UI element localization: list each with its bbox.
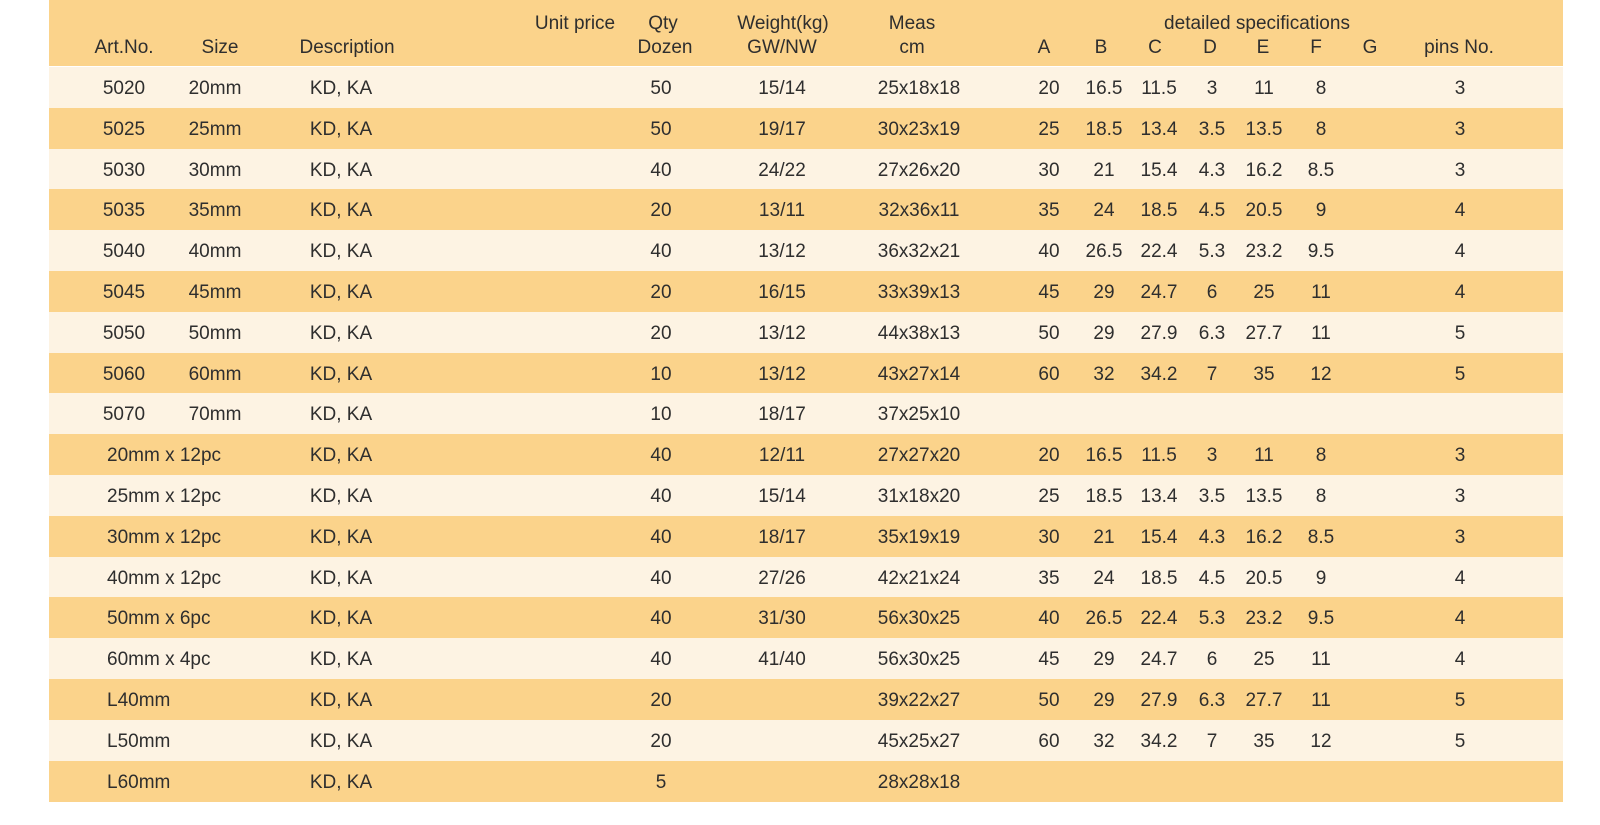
cell-pins: 3 <box>1454 526 1466 548</box>
cell-description: KD, KA <box>309 730 373 752</box>
cell-pins: 4 <box>1454 200 1466 222</box>
cell-qty: 5 <box>655 771 667 793</box>
table-row <box>49 434 1563 475</box>
cell-spec-c: 34.2 <box>1140 730 1178 752</box>
cell-weight: 18/17 <box>758 404 806 426</box>
header-qty-unit: Dozen <box>637 37 693 58</box>
cell-spec-e: 23.2 <box>1245 608 1283 630</box>
cell-art-no: 60mm x 4pc <box>107 649 211 671</box>
cell-size: 30mm <box>188 159 242 181</box>
header-unit-price: Unit price <box>534 13 616 34</box>
cell-qty: 10 <box>650 404 672 426</box>
cell-spec-d: 5.3 <box>1198 241 1226 263</box>
cell-spec-c: 22.4 <box>1140 608 1178 630</box>
cell-size: 60mm <box>188 363 242 385</box>
cell-spec-d: 4.5 <box>1198 567 1226 589</box>
cell-qty: 50 <box>650 118 672 140</box>
header-spec-d: D <box>1203 37 1217 58</box>
cell-size: 70mm <box>188 404 242 426</box>
cell-spec-a: 40 <box>1038 608 1060 630</box>
cell-spec-e: 13.5 <box>1245 118 1283 140</box>
cell-spec-f: 8 <box>1315 118 1327 140</box>
cell-weight: 19/17 <box>758 118 806 140</box>
cell-spec-d: 6.3 <box>1198 322 1226 344</box>
cell-spec-c: 15.4 <box>1140 526 1178 548</box>
cell-meas: 36x32x21 <box>877 241 961 263</box>
cell-spec-a: 30 <box>1038 159 1060 181</box>
cell-size: 35mm <box>188 200 242 222</box>
cell-description: KD, KA <box>309 363 373 385</box>
cell-spec-d: 4.3 <box>1198 526 1226 548</box>
cell-spec-d: 6.3 <box>1198 690 1226 711</box>
cell-spec-b: 26.5 <box>1085 608 1123 630</box>
table-header <box>49 0 1563 66</box>
cell-size: 45mm <box>188 282 242 303</box>
cell-spec-d: 7 <box>1206 363 1218 385</box>
cell-spec-b: 29 <box>1093 282 1115 303</box>
cell-description: KD, KA <box>309 241 373 263</box>
cell-spec-e: 25 <box>1253 649 1275 671</box>
table-row <box>49 353 1563 394</box>
cell-spec-e: 27.7 <box>1245 322 1283 344</box>
cell-spec-a: 35 <box>1038 567 1060 589</box>
cell-description: KD, KA <box>309 282 373 303</box>
cell-spec-b: 29 <box>1093 690 1115 711</box>
cell-meas: 56x30x25 <box>877 649 961 671</box>
cell-qty: 40 <box>650 567 672 589</box>
cell-meas: 31x18x20 <box>877 486 961 507</box>
cell-meas: 35x19x19 <box>877 526 961 548</box>
cell-art-no: 5070 <box>102 404 146 426</box>
cell-spec-c: 34.2 <box>1140 363 1178 385</box>
header-spec-f: F <box>1310 37 1322 58</box>
header-spec-b: B <box>1094 37 1108 58</box>
cell-description: KD, KA <box>309 690 373 711</box>
cell-spec-b: 32 <box>1093 730 1115 752</box>
cell-spec-c: 15.4 <box>1140 159 1178 181</box>
cell-meas: 28x28x18 <box>877 771 961 793</box>
cell-spec-c: 22.4 <box>1140 241 1178 263</box>
table-row <box>49 189 1563 230</box>
header-spec-a: A <box>1037 37 1051 58</box>
cell-weight: 18/17 <box>758 526 806 548</box>
cell-spec-b: 32 <box>1093 363 1115 385</box>
cell-spec-a: 60 <box>1038 363 1060 385</box>
cell-spec-f: 11 <box>1311 690 1331 711</box>
cell-spec-f: 11 <box>1311 649 1331 671</box>
header-spec-e: E <box>1256 37 1270 58</box>
cell-art-no: 5040 <box>102 241 146 263</box>
cell-weight: 13/11 <box>758 200 806 222</box>
cell-spec-c: 18.5 <box>1140 200 1178 222</box>
cell-spec-b: 29 <box>1093 322 1115 344</box>
cell-qty: 40 <box>650 649 672 671</box>
cell-spec-a: 20 <box>1038 445 1060 467</box>
cell-art-no: 30mm x 12pc <box>107 526 222 548</box>
header-pins: pins No. <box>1424 37 1494 58</box>
spec-table <box>49 0 1563 820</box>
cell-spec-f: 8.5 <box>1307 526 1335 548</box>
cell-meas: 32x36x11 <box>878 200 960 222</box>
cell-spec-f: 8.5 <box>1307 159 1335 181</box>
cell-meas: 25x18x18 <box>877 78 961 99</box>
cell-spec-b: 21 <box>1093 526 1115 548</box>
cell-qty: 20 <box>650 322 672 344</box>
cell-description: KD, KA <box>309 118 373 140</box>
cell-weight: 13/12 <box>758 322 806 344</box>
cell-art-no: 5060 <box>102 363 146 385</box>
table-row <box>49 271 1563 312</box>
header-spec-g: G <box>1362 37 1378 58</box>
cell-spec-e: 11 <box>1254 445 1274 467</box>
cell-qty: 10 <box>650 363 672 385</box>
cell-qty: 40 <box>650 159 672 181</box>
cell-weight: 15/14 <box>758 486 806 507</box>
cell-description: KD, KA <box>309 608 373 630</box>
cell-spec-c: 24.7 <box>1140 649 1178 671</box>
cell-art-no: L50mm <box>107 730 171 752</box>
cell-art-no: 20mm x 12pc <box>107 445 222 467</box>
table-row <box>49 475 1563 516</box>
cell-spec-b: 16.5 <box>1085 445 1123 467</box>
cell-art-no: L40mm <box>107 690 171 711</box>
header-meas-unit: cm <box>899 37 925 58</box>
cell-spec-c: 27.9 <box>1140 690 1178 711</box>
cell-spec-a: 60 <box>1038 730 1060 752</box>
cell-art-no: 25mm x 12pc <box>107 486 222 507</box>
header-description: Description <box>299 37 395 58</box>
cell-spec-a: 45 <box>1038 282 1060 303</box>
cell-spec-f: 9.5 <box>1307 241 1335 263</box>
cell-pins: 4 <box>1454 608 1466 630</box>
cell-spec-a: 30 <box>1038 526 1060 548</box>
table-row <box>49 149 1563 190</box>
cell-meas: 33x39x13 <box>877 282 961 303</box>
cell-meas: 30x23x19 <box>877 118 961 140</box>
cell-size: 40mm <box>188 241 242 263</box>
cell-spec-d: 4.3 <box>1198 159 1226 181</box>
cell-meas: 42x21x24 <box>877 567 961 589</box>
cell-pins: 5 <box>1454 363 1466 385</box>
cell-qty: 20 <box>650 730 672 752</box>
cell-qty: 40 <box>650 486 672 507</box>
cell-weight: 27/26 <box>758 567 806 589</box>
cell-spec-a: 25 <box>1038 486 1060 507</box>
cell-spec-e: 13.5 <box>1245 486 1283 507</box>
table-row <box>49 393 1563 434</box>
cell-qty: 50 <box>650 78 672 99</box>
cell-weight: 15/14 <box>758 78 806 99</box>
cell-weight: 41/40 <box>758 649 806 671</box>
cell-art-no: 5045 <box>102 282 146 303</box>
table-row <box>49 679 1563 720</box>
cell-pins: 4 <box>1454 649 1466 671</box>
cell-meas: 45x25x27 <box>877 730 961 752</box>
cell-meas: 27x26x20 <box>877 159 961 181</box>
cell-spec-b: 16.5 <box>1085 78 1123 99</box>
cell-pins: 3 <box>1454 118 1466 140</box>
cell-spec-c: 11.5 <box>1141 445 1177 467</box>
cell-spec-d: 4.5 <box>1198 200 1226 222</box>
cell-weight: 24/22 <box>758 159 806 181</box>
cell-spec-e: 20.5 <box>1245 567 1283 589</box>
table-row <box>49 516 1563 557</box>
cell-spec-b: 24 <box>1093 200 1115 222</box>
cell-spec-f: 8 <box>1315 78 1327 99</box>
cell-description: KD, KA <box>309 78 373 99</box>
cell-spec-b: 18.5 <box>1085 118 1123 140</box>
cell-spec-f: 11 <box>1311 282 1331 303</box>
cell-weight: 12/11 <box>758 445 806 467</box>
cell-qty: 40 <box>650 445 672 467</box>
cell-description: KD, KA <box>309 200 373 222</box>
cell-art-no: L60mm <box>107 771 171 793</box>
cell-spec-f: 9.5 <box>1307 608 1335 630</box>
table-row <box>49 230 1563 271</box>
cell-spec-d: 7 <box>1206 730 1218 752</box>
cell-spec-f: 8 <box>1315 445 1327 467</box>
cell-spec-a: 35 <box>1038 200 1060 222</box>
cell-spec-f: 11 <box>1311 322 1331 344</box>
table-row <box>49 638 1563 679</box>
header-qty: Qty <box>648 13 678 34</box>
cell-weight: 13/12 <box>758 363 806 385</box>
cell-art-no: 40mm x 12pc <box>107 567 222 589</box>
table-row <box>49 720 1563 761</box>
cell-weight: 31/30 <box>758 608 806 630</box>
header-meas: Meas <box>888 13 936 34</box>
cell-spec-e: 16.2 <box>1245 526 1283 548</box>
cell-qty: 20 <box>650 200 672 222</box>
cell-spec-e: 11 <box>1254 78 1274 99</box>
cell-spec-e: 16.2 <box>1245 159 1283 181</box>
cell-spec-a: 20 <box>1038 78 1060 99</box>
cell-spec-d: 3 <box>1206 445 1218 467</box>
cell-description: KD, KA <box>309 445 373 467</box>
cell-pins: 3 <box>1454 159 1466 181</box>
cell-meas: 37x25x10 <box>877 404 961 426</box>
cell-spec-e: 25 <box>1253 282 1275 303</box>
cell-spec-a: 25 <box>1038 118 1060 140</box>
cell-spec-a: 50 <box>1038 690 1060 711</box>
cell-spec-c: 24.7 <box>1140 282 1178 303</box>
cell-spec-c: 13.4 <box>1140 118 1178 140</box>
cell-meas: 44x38x13 <box>877 322 961 344</box>
header-art-no: Art.No. <box>94 37 154 58</box>
cell-spec-c: 18.5 <box>1140 567 1178 589</box>
cell-spec-c: 27.9 <box>1140 322 1178 344</box>
cell-description: KD, KA <box>309 159 373 181</box>
cell-description: KD, KA <box>309 322 373 344</box>
cell-spec-b: 18.5 <box>1085 486 1123 507</box>
cell-spec-f: 12 <box>1310 363 1332 385</box>
cell-size: 50mm <box>188 322 242 344</box>
cell-weight: 16/15 <box>758 282 806 303</box>
cell-description: KD, KA <box>309 567 373 589</box>
table-row <box>49 557 1563 598</box>
cell-spec-d: 3.5 <box>1198 118 1226 140</box>
cell-description: KD, KA <box>309 486 373 507</box>
cell-qty: 40 <box>650 608 672 630</box>
table-row <box>49 67 1563 108</box>
cell-meas: 43x27x14 <box>877 363 961 385</box>
cell-pins: 5 <box>1454 690 1466 711</box>
cell-size: 20mm <box>188 78 242 99</box>
cell-spec-e: 27.7 <box>1245 690 1283 711</box>
cell-spec-a: 40 <box>1038 241 1060 263</box>
cell-art-no: 5035 <box>102 200 146 222</box>
cell-art-no: 50mm x 6pc <box>107 608 211 630</box>
cell-spec-a: 45 <box>1038 649 1060 671</box>
table-row <box>49 108 1563 149</box>
cell-qty: 20 <box>650 282 672 303</box>
header-weight-unit: GW/NW <box>747 37 817 58</box>
cell-pins: 3 <box>1454 445 1466 467</box>
cell-art-no: 5050 <box>102 322 146 344</box>
cell-pins: 5 <box>1454 730 1466 752</box>
cell-weight: 13/12 <box>758 241 806 263</box>
cell-description: KD, KA <box>309 771 373 793</box>
cell-meas: 56x30x25 <box>877 608 961 630</box>
cell-qty: 40 <box>650 241 672 263</box>
cell-size: 25mm <box>188 118 242 140</box>
cell-spec-f: 12 <box>1310 730 1332 752</box>
cell-description: KD, KA <box>309 404 373 426</box>
cell-pins: 3 <box>1454 486 1466 507</box>
cell-qty: 40 <box>650 526 672 548</box>
cell-spec-e: 20.5 <box>1245 200 1283 222</box>
cell-spec-d: 6 <box>1206 282 1218 303</box>
cell-art-no: 5030 <box>102 159 146 181</box>
cell-pins: 5 <box>1454 322 1466 344</box>
cell-description: KD, KA <box>309 649 373 671</box>
cell-spec-d: 5.3 <box>1198 608 1226 630</box>
cell-spec-d: 3 <box>1206 78 1218 99</box>
cell-spec-e: 35 <box>1253 363 1275 385</box>
cell-meas: 27x27x20 <box>877 445 961 467</box>
header-spec-title: detailed specifications <box>1164 13 1350 34</box>
cell-spec-b: 26.5 <box>1085 241 1123 263</box>
header-size: Size <box>201 37 239 58</box>
cell-spec-d: 6 <box>1206 649 1218 671</box>
table-row <box>49 312 1563 353</box>
header-weight: Weight(kg) <box>737 13 829 34</box>
cell-pins: 4 <box>1454 567 1466 589</box>
cell-qty: 20 <box>650 690 672 711</box>
cell-pins: 3 <box>1454 78 1466 99</box>
cell-spec-b: 24 <box>1093 567 1115 589</box>
cell-pins: 4 <box>1454 241 1466 263</box>
table-row <box>49 761 1563 802</box>
header-spec-c: C <box>1148 37 1162 58</box>
cell-spec-b: 29 <box>1093 649 1115 671</box>
cell-spec-c: 13.4 <box>1140 486 1178 507</box>
cell-spec-d: 3.5 <box>1198 486 1226 507</box>
cell-spec-a: 50 <box>1038 322 1060 344</box>
cell-spec-e: 23.2 <box>1245 241 1283 263</box>
table-row <box>49 597 1563 638</box>
cell-meas: 39x22x27 <box>877 690 961 711</box>
cell-pins: 4 <box>1454 282 1466 303</box>
cell-spec-f: 9 <box>1315 200 1327 222</box>
cell-spec-e: 35 <box>1253 730 1275 752</box>
cell-description: KD, KA <box>309 526 373 548</box>
cell-spec-b: 21 <box>1093 159 1115 181</box>
cell-art-no: 5025 <box>102 118 146 140</box>
cell-spec-f: 8 <box>1315 486 1327 507</box>
cell-art-no: 5020 <box>102 78 146 99</box>
cell-spec-c: 11.5 <box>1141 78 1177 99</box>
cell-spec-f: 9 <box>1315 567 1327 589</box>
